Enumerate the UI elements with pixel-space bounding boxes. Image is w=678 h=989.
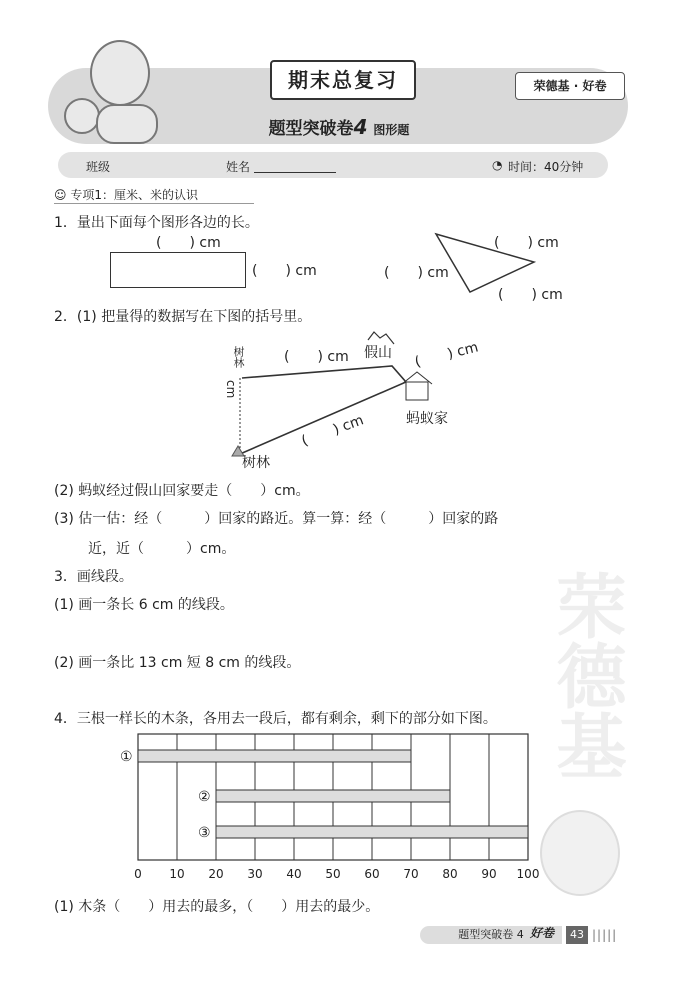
divider [54, 203, 254, 204]
tick-label: 50 [325, 867, 341, 881]
tick-label: 90 [481, 867, 497, 881]
mascot-image [90, 40, 150, 106]
answer-blank: ( ) cm [384, 265, 449, 281]
class-label: 班级 [86, 160, 111, 174]
question-2: 2．(1) 把量得的数据写在下图的括号里。 [54, 309, 312, 325]
answer-blank: ( ) cm [156, 235, 221, 251]
name-line [254, 172, 336, 173]
wood-bar [138, 750, 411, 762]
tick-label: 40 [286, 867, 302, 881]
subtitle-number: 4 [353, 115, 368, 139]
mascot-image [540, 810, 620, 896]
location-label: 假山 [364, 345, 392, 361]
location-label: 蚂蚁家 [406, 411, 448, 427]
tick-label: 60 [364, 867, 380, 881]
wood-bar [216, 790, 450, 802]
footer-brand: 好卷 [530, 926, 555, 940]
rectangle-figure [110, 252, 246, 288]
tick-label: 70 [403, 867, 419, 881]
question-2-part-3-cont: 近，近（ ）cm。 [88, 541, 236, 557]
wood-bar-chart [110, 728, 560, 888]
watermark: 荣德基 [545, 570, 627, 780]
answer-blank: ( ) cm [498, 287, 563, 303]
footer-decoration: ||||| [592, 928, 618, 942]
info-bar [58, 152, 608, 178]
section-title [54, 186, 198, 203]
wood-bar [216, 826, 528, 838]
answer-blank: ( ) cm [252, 263, 317, 279]
bar-label: ③ [198, 825, 211, 841]
question-4: 4．三根一样长的木条，各用去一段后，都有剩余，剩下的部分如下图。 [54, 711, 497, 727]
clock-icon: ◔ [492, 158, 503, 172]
brand-logo: 荣德基 · 好卷 [515, 72, 625, 100]
page-number: 43 [566, 926, 588, 944]
answer-blank: cm [224, 380, 238, 399]
tick-label: 0 [134, 867, 142, 881]
question-3-part-1: (1) 画一条长 6 cm 的线段。 [54, 597, 234, 613]
tick-label: 10 [169, 867, 185, 881]
subtitle-text: 题型突破卷 [268, 119, 354, 139]
answer-blank: ( ) cm [284, 349, 349, 365]
question-3-part-2: (2) 画一条比 13 cm 短 8 cm 的线段。 [54, 655, 301, 671]
section-title-text: 专项1：厘米、米的认识 [70, 188, 198, 202]
answer-blank: ( ) cm [413, 339, 480, 371]
bar-label: ② [198, 789, 211, 805]
page-subtitle [0, 114, 678, 139]
location-label: 树林 [232, 346, 245, 368]
question-1: 1．量出下面每个图形各边的长。 [54, 215, 259, 231]
subtitle-tag: 图形题 [373, 123, 410, 137]
question-3: 3．画线段。 [54, 569, 133, 585]
tick-label: 20 [208, 867, 224, 881]
name-label: 姓名 [226, 160, 251, 174]
answer-blank: ( ) cm [299, 412, 366, 450]
bar-label: ① [120, 749, 133, 765]
tick-label: 80 [442, 867, 458, 881]
question-2-part-2: (2) 蚂蚁经过假山回家要走（ ）cm。 [54, 483, 310, 499]
footer-label: 题型突破卷 4 [420, 926, 562, 944]
section-icon: ☺ [54, 188, 67, 202]
page-title: 期末总复习 [270, 60, 416, 100]
question-4-part-1: (1) 木条（ ）用去的最多，（ ）用去的最少。 [54, 899, 380, 915]
answer-blank: ( ) cm [494, 235, 559, 251]
location-label: 树林 [242, 455, 270, 471]
tick-label: 30 [247, 867, 263, 881]
time-label: 时间：40分钟 [508, 160, 584, 174]
question-2-part-3: (3) 估一估：经（ ）回家的路近。算一算：经（ ）回家的路 [54, 511, 499, 527]
tick-label: 100 [516, 867, 540, 881]
